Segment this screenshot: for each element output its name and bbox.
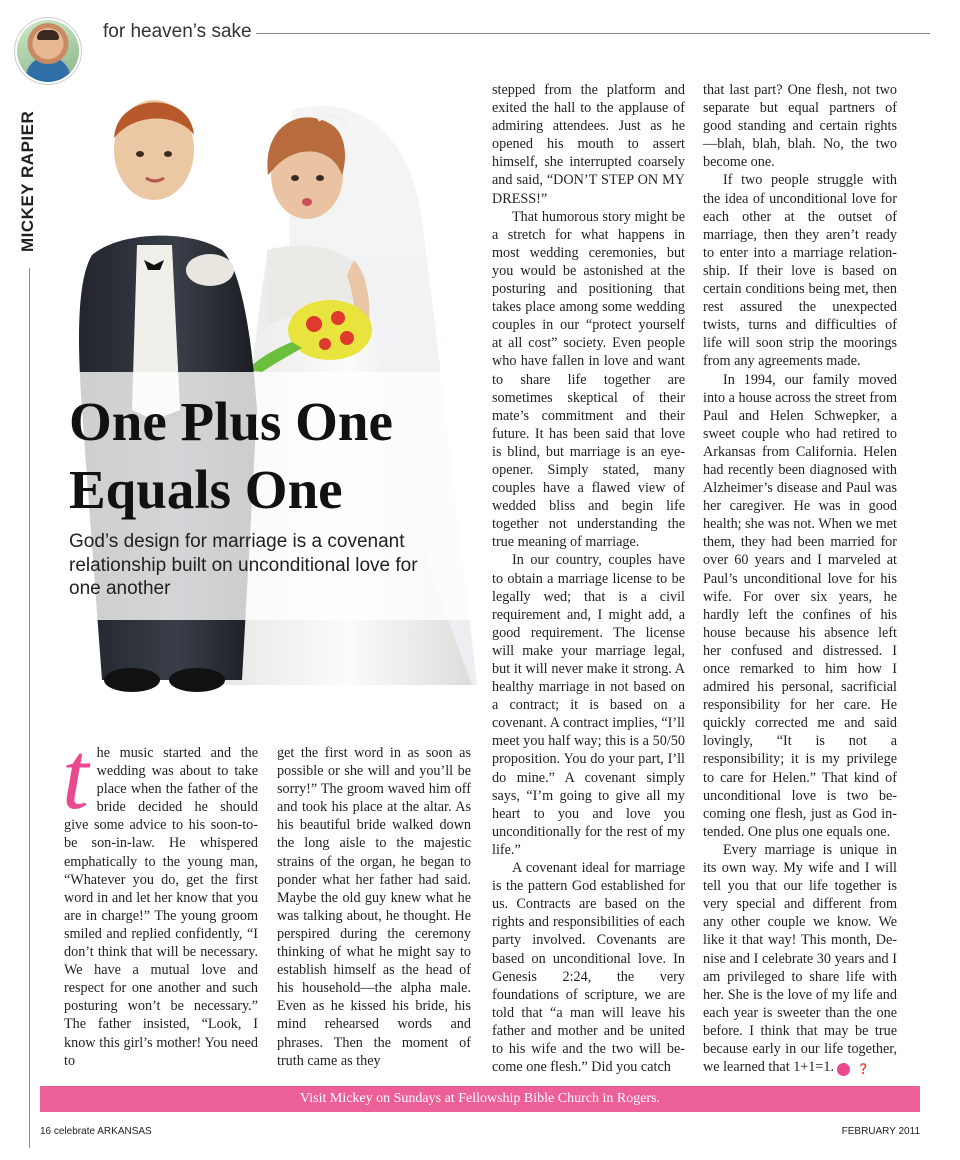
body-column-2 xyxy=(277,744,471,1070)
paragraph: In our country, couples have to obtain a marriage license to be legally wed; that is a civil requirement and, I might add, a good requirement. The license will make your marriage legal, but it will never make it strong. A healthy marriage in not based on a contract; it is based on a covenant. A contract implies, “I’ll meet you half way; this is a 50/50 proposition. You do your part, I’ll do mine.” A covenant simply says, “I’m going to give all my heart to you and love you unconditionally for the rest of my life.” xyxy=(492,552,685,858)
folio-page-publication: 16 celebrate ARKANSAS xyxy=(40,1126,152,1137)
body-column-1 xyxy=(62,722,258,1070)
headline-line-2: Equals One xyxy=(69,459,343,520)
header-rule xyxy=(256,33,930,34)
paragraph: A covenant ideal for marriage is the pattern God established for us. Contracts are based on the rights and responsibilities of each party involved. Covenants are based on unconditional love. In Genesis 2:24, the very foundations of scripture, we are told that “a man will leave his father and mother and be united to his wife and the two will become one flesh.” Did you catch xyxy=(492,860,685,1076)
paragraph: stepped from the platform and exited the hall to the applause of admiring attendees. Just as he opened his mouth to assert himself, she interrupted coarsely and said, “DON’T STEP ON MY DRESS!” xyxy=(492,82,685,207)
body-column-3 xyxy=(492,81,685,1076)
author-headshot xyxy=(17,20,79,82)
paragraph: get the first word in as soon as possible or she will and you’ll be sorry!” The groom waved him off and took his place at the altar. As his beautiful bride walked down the long aisle to the majestic strains of the organ, he began to ponder what her father had said. Maybe the old guy knew what he was talking about, he thought. He perspired during the ceremony thinking of what he might say to establish himself as the head of his household—the alpha male. Even as he kissed his bride, his mind rehearsed words and phrases. Then the moment of truth came as they xyxy=(277,745,471,1069)
paragraph xyxy=(703,841,897,1076)
column-name: for heaven’s sake xyxy=(103,21,252,42)
paragraph: That humorous story might be a stretch for what happens in most wedding ceremonies, but you would be astonished at the posturing and positioning that takes place among some wedding couples in our “protect yourself at all cost” society. Even people who have fallen in love and want to share life together are sometimes skeptical of their mate’s commitment and their future. It has been said that love is blind, but marriage is an eye-opener. Simply stated, many couples have a flawed view of wedded bliss and begin life together not understanding the true meaning of marriage. xyxy=(492,208,685,551)
church-banner: Visit Mickey on Sundays at Fellowship Bible Church in Rogers. xyxy=(40,1086,920,1112)
dropcap: t xyxy=(62,722,89,829)
paragraph: If two people struggle with the idea of unconditional love for each other at the outset of marriage, then they aren’t ready to enter into a marriage relationship. If their love is based on certain conditions being met, then rest assured the unexpected twists, turns and difficulties of life will soon strip the moorings from any agreements made. xyxy=(703,172,897,370)
paragraph: that last part? One flesh, not two separate but equal partners of good standing and certain rights—blah, blah, blah. No, the two become one. xyxy=(703,82,897,171)
body-column-4 xyxy=(703,81,897,1076)
end-of-article-icon: ❓ xyxy=(837,1063,850,1076)
folio-issue-date: FEBRUARY 2011 xyxy=(841,1126,920,1137)
article-headline xyxy=(69,388,489,524)
paragraph: In 1994, our family moved into a house across the street from Paul and Helen Schwepker, a sweet couple who had retired to Arkansas from California. Helen had recently been diagnosed with Alzheimer’s disease and Paul was her caregiver. He was in good health; she was not. When we met them, they had been married for over 60 years and I marveled at Paul’s unconditional love for his wife. For over six years, he hardly left the confines of his house because his absence left her confused and distressed. I once remarked to him how I admired his personal, sacrificial responsibility for her care. He quickly corrected me and said lovingly, “It is not a responsibility; it is my privilege to care for Helen.” That kind of unconditional love is two becoming one flesh, just as God intended. One plus one equals one. xyxy=(703,371,897,840)
left-margin-rule xyxy=(29,268,30,1148)
final-paragraph-text: Every marriage is unique in its own way. My wife and I will tell you that our life together is very special and different from any other couple we know. We like it that way! This month, Denise and I celebrate 30 years and I am privileged to share life with her. She is the love of my life and each year is sweeter than the one before. I think that may be true because early in our life together, we learned that 1+1=1. xyxy=(703,841,897,1076)
author-byline-vertical: MICKEY RAPIER xyxy=(18,110,37,252)
paragraph: he music started and the wedding was about to take place when the father of the bride decided he should give some advice to his soon-to-be son-in-law. He whispered emphatically to the young man, “Whatever you do, get the first word in and let her know that you are in charge!” The young groom smiled and replied confidently, “I don’t think that will be necessary. We have a mutual love and respect for one another and such posturing won’t be necessary.” The father insisted, “Look, I know this girl’s mother! You need to xyxy=(64,745,258,1069)
headline-line-1: One Plus One xyxy=(69,391,393,452)
article-deck: God’s design for marriage is a covenant relationship built on unconditional love for one another xyxy=(69,531,418,599)
